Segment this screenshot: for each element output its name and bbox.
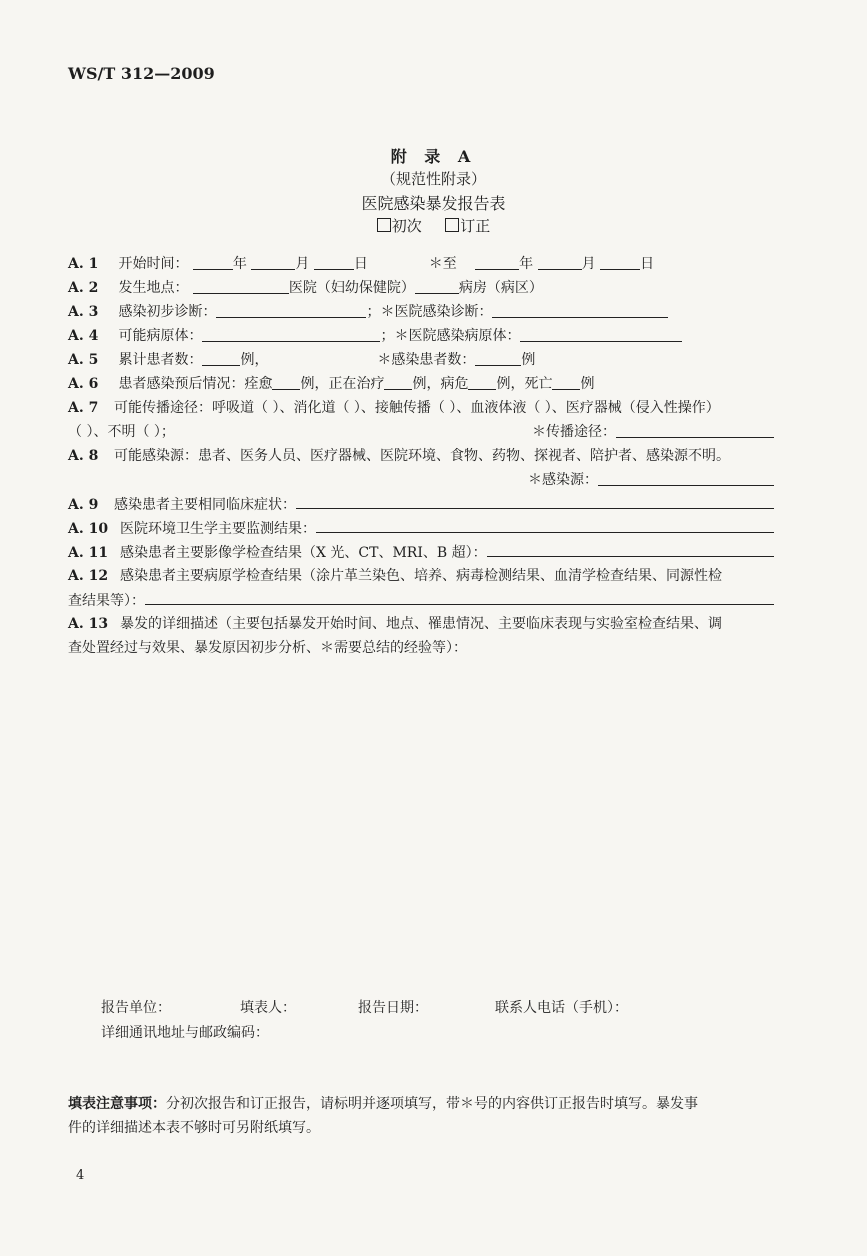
item-number: A. 9 [68,497,99,513]
treating-label: 例，正在治疗 [300,376,385,392]
item-a10 [68,516,774,541]
item-a9 [68,492,774,517]
year-label: 年 [519,256,534,272]
start-month-field[interactable] [251,253,295,270]
end-time-label: ＊至 [428,256,457,272]
standard-number: WS/T 312—2009 [68,64,215,83]
year-label: 年 [232,256,247,272]
initial-diagnosis-label: 感染初步诊断： [118,304,217,320]
start-time-label: 开始时间： [118,256,189,272]
unit-label: 例 [521,352,536,368]
item-number: A. 10 [68,521,109,537]
outbreak-description-label-cont: 查处置经过与效果、暴发原因初步分析、＊需要总结的经验等）： [68,640,467,656]
item-a2 [68,276,774,300]
treating-field[interactable] [384,373,412,390]
item-number: A. 4 [68,328,99,344]
transmission-route-options: 可能传播途径：呼吸道（ ）、消化道（ ）、接触传播（ ）、血液体液（ ）、医疗器械（侵入性操作） [114,400,720,416]
item-a5 [68,348,774,372]
start-day-field[interactable] [314,253,354,270]
unit-label: 例 [580,376,595,392]
item-number: A. 6 [68,376,99,392]
item-a11 [68,540,774,565]
report-type-options [0,215,867,236]
pathogen-field[interactable] [202,325,380,342]
end-year-field[interactable] [475,253,519,270]
day-label: 日 [353,256,368,272]
pathogen-results-field[interactable] [145,588,774,605]
end-day-field[interactable] [600,253,640,270]
hospital-field[interactable] [193,277,289,294]
item-a3 [68,300,774,324]
day-label: 日 [640,256,655,272]
imaging-results-label: 感染患者主要影像学检查结果（X 光、CT、MRI、B 超）： [120,545,487,561]
critical-label: 例，病危 [412,376,469,392]
appendix-title: 附 录 A [390,147,477,166]
contact-phone-label: 联系人电话（手机）： [495,1000,628,1016]
address-label: 详细通讯地址与邮政编码： [101,1025,269,1041]
item-number: A. 5 [68,352,99,368]
hai-diagnosis-field[interactable] [492,301,668,318]
transmission-route-label: ＊传播途径： [532,424,616,440]
prognosis-label: 患者感染预后情况：痊愈 [118,376,273,392]
item-number: A. 1 [68,256,99,272]
pathogen-results-label-cont: 查结果等）： [68,593,145,609]
infected-patients-field[interactable] [475,349,521,366]
pathogen-label: 可能病原体： [118,328,203,344]
item-number: A. 11 [68,545,109,561]
infection-source-field[interactable] [598,469,774,486]
ward-field[interactable] [415,277,459,294]
location-label: 发生地点： [118,280,189,296]
infected-patients-label: ＊感染患者数： [377,352,476,368]
symptoms-label: 感染患者主要相同临床症状： [114,497,296,513]
fill-instructions-text-1: 分初次报告和订正报告，请标明并逐项填写，带＊号的内容供订正报告时填写。暴发事 [166,1096,698,1112]
hai-diagnosis-label: ；＊医院感染诊断： [366,304,493,320]
critical-field[interactable] [468,373,496,390]
hai-pathogen-field[interactable] [520,325,682,342]
month-label: 月 [295,256,310,272]
unit-label: 例， [240,352,269,368]
total-patients-label: 累计患者数： [118,352,203,368]
death-label: 例，死亡 [496,376,553,392]
item-a13-cont [68,636,774,660]
month-label: 月 [581,256,596,272]
hospital-label: 医院（妇幼保健院） [288,280,415,296]
symptoms-field[interactable] [296,492,774,509]
item-number: A. 12 [68,568,109,584]
ward-label: 病房（病区） [458,280,543,296]
item-number: A. 13 [68,616,109,632]
infection-source-label: ＊感染源： [528,472,598,488]
initial-diagnosis-field[interactable] [216,301,366,318]
end-month-field[interactable] [538,253,582,270]
item-a4 [68,324,774,348]
pathogen-results-label: 感染患者主要病原学检查结果（涂片革兰染色、培养、病毒检测结果、血清学检查结果、同源性检 [120,568,722,584]
page-number: 4 [76,1168,85,1183]
item-number: A. 8 [68,448,99,464]
fill-instructions [68,1092,778,1140]
transmission-route-field[interactable] [616,421,774,438]
item-number: A. 2 [68,280,99,296]
hai-pathogen-label: ；＊医院感染病原体： [380,328,521,344]
environment-monitoring-field[interactable] [316,516,774,533]
item-a1 [68,252,774,276]
total-patients-field[interactable] [202,349,240,366]
item-a12-cont [68,588,774,613]
reporting-unit-label: 报告单位： [101,1000,171,1016]
fill-instructions-title: 填表注意事项： [68,1096,166,1112]
cured-field[interactable] [272,373,300,390]
initial-label: 初次 [391,217,422,235]
item-number: A. 7 [68,400,99,416]
normative-label: （规范性附录） [380,170,486,188]
item-a13 [68,612,774,636]
item-a8 [68,444,774,468]
form-title: 医院感染暴发报告表 [361,194,506,213]
death-field[interactable] [552,373,580,390]
item-a12 [68,564,774,588]
item-a7 [68,396,774,420]
start-year-field[interactable] [193,253,233,270]
environment-monitoring-label: 医院环境卫生学主要监测结果： [120,521,316,537]
initial-checkbox[interactable] [377,218,391,232]
fill-instructions-text-2: 件的详细描述本表不够时可另附纸填写。 [68,1120,320,1136]
report-date-label: 报告日期： [358,1000,428,1016]
outbreak-description-label: 暴发的详细描述（主要包括暴发开始时间、地点、罹患情况、主要临床表现与实验室检查结果、调 [120,616,722,632]
infection-source-options: 可能感染源：患者、医务人员、医疗器械、医院环境、食物、药物、探视者、陪护者、感染源不明。 [114,448,730,464]
filler-label: 填表人： [240,1000,296,1016]
item-number: A. 3 [68,304,99,320]
revise-label: 订正 [460,217,491,235]
item-a7-cont [68,420,774,444]
imaging-results-field[interactable] [487,540,774,557]
item-a6 [68,372,774,396]
transmission-route-options-cont: （ ）、不明（ ）； [68,424,175,440]
revise-checkbox[interactable] [445,218,459,232]
